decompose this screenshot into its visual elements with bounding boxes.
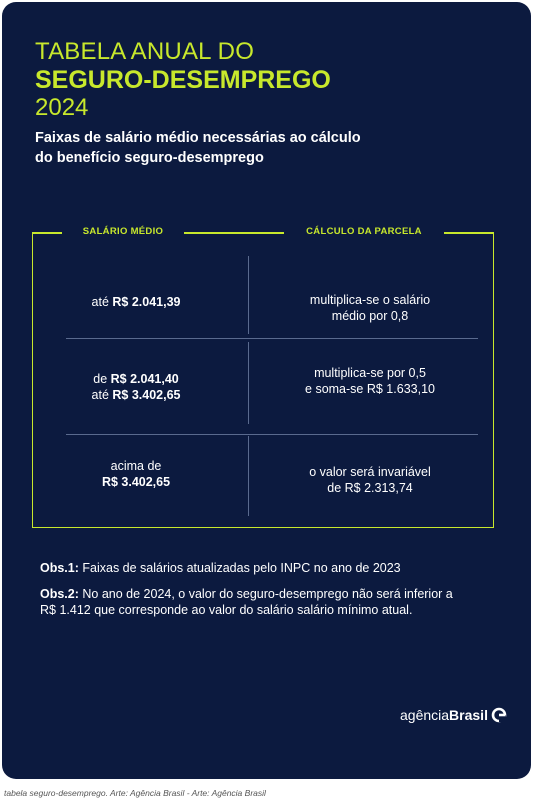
- frame-top-middle: [184, 232, 284, 234]
- image-caption: tabela seguro-desemprego. Arte: Agência Brasil - Arte: Agência Brasil: [4, 788, 266, 798]
- vertical-divider-3: [248, 436, 249, 516]
- column-header-salary: SALÁRIO MÉDIO: [82, 226, 164, 237]
- table-row-1-calculation: multiplica-se o salário médio por 0,8: [309, 293, 431, 323]
- column-header-calculation: CÁLCULO DA PARCELA: [306, 226, 422, 237]
- table-row-2-calculation: multiplica-se por 0,5 e soma-se R$ 1.633,10: [305, 366, 435, 396]
- title-line-1: TABELA ANUAL DO: [35, 38, 255, 65]
- agencia-brasil-logo-icon: [491, 707, 507, 723]
- subtitle-line-2: do benefício seguro-desemprego: [35, 150, 264, 166]
- note-obs-1: Obs.1: Faixas de salários atualizadas pelo INPC no ano de 2023: [40, 561, 401, 575]
- agencia-brasil-logo: agência Brasil: [400, 707, 507, 723]
- title-line-2: SEGURO-DESEMPREGO: [35, 66, 331, 94]
- title-year: 2024: [35, 94, 89, 121]
- table-row-3-calculation: o valor será invariável de R$ 2.313,74: [309, 465, 431, 495]
- horizontal-divider-1: [66, 338, 478, 339]
- table-row-2-salary: de R$ 2.041,40 até R$ 3.402,65: [91, 372, 181, 402]
- vertical-divider-2: [248, 342, 249, 424]
- frame-top-right: [444, 232, 494, 234]
- frame-top-left: [32, 232, 62, 234]
- vertical-divider-1: [248, 256, 249, 334]
- subtitle: [35, 128, 475, 168]
- horizontal-divider-2: [66, 434, 478, 435]
- subtitle-line-1: Faixas de salário médio necessárias ao cálculo: [35, 130, 361, 146]
- table-row-1-salary: até R$ 2.041,39: [91, 295, 181, 309]
- table-row-3-salary: acima de R$ 3.402,65: [101, 459, 171, 489]
- note-obs-2: Obs.2: No ano de 2024, o valor do seguro-desemprego não será inferior a R$ 1.412 que corresponde ao valor do salário salário mínimo atual.: [40, 587, 453, 617]
- infographic-card: [2, 2, 531, 779]
